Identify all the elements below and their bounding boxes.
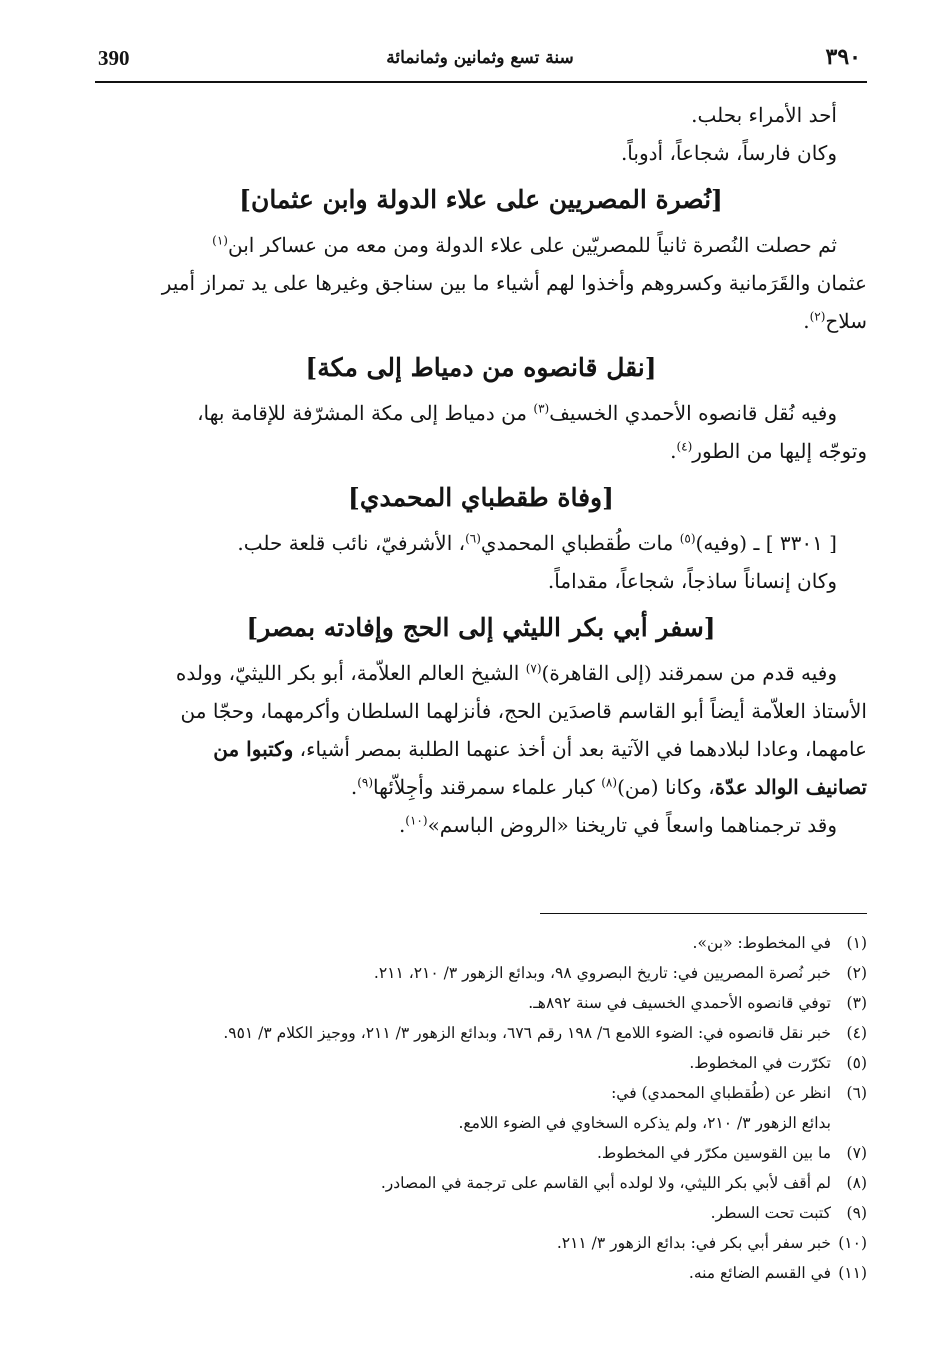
text-line: وفيه نُقل قانصوه الأحمدي الخسيف$^{(٣)}$ من دمياط إلى مكة المشرّفة للإقامة بها،: [197, 401, 837, 425]
footnote: (٨)لم أقف لأبي بكر الليثي، ولا لولده أبي القاسم على ترجمة في المصادر.: [380, 1174, 867, 1192]
footnote-ref: (٧): [525, 661, 542, 676]
footnote-ref: (١): [212, 233, 228, 248]
text-line: وكان إنساناً ساذجاً، شجاعاً، مقداماً.: [547, 569, 837, 593]
section-heading: [وفاة طقطباي المحمدي]: [348, 483, 614, 512]
bold-phrase: وكتبوا من: [213, 737, 294, 761]
footnote-ref: (٥): [679, 531, 696, 546]
section-heading: [سفر أبي بكر الليثي إلى الحج وإفادته بمصر]: [246, 613, 716, 642]
bold-phrase: تصانيف الوالد عدّة: [714, 775, 867, 799]
text-line: سلاح$^{(٢)}$.: [803, 309, 867, 333]
main-text: [95, 96, 867, 844]
running-title: سنة تسع وثمانين وثمانمائة: [386, 48, 574, 68]
page-header: [95, 38, 865, 80]
text-line: الأستاذ العلاّمة أيضاً أبو القاسم قاصدَين الحج، فأنزلهما السلطان وأكرمهما، وحجّا من: [180, 699, 867, 723]
footnote: (٩)كتبت تحت السطر.: [710, 1204, 867, 1222]
footnote-ref: (٢): [809, 309, 826, 324]
footnote-ref: (٨): [601, 775, 618, 790]
footnote: (٥)تكرّرت في المخطوط.: [689, 1054, 867, 1072]
footnote: (٣)توفي قانصوه الأحمدي الخسيف في سنة ٨٩٢هـ.: [528, 994, 867, 1012]
footnote-ref: (٦): [465, 531, 481, 546]
section-heading: [نقل قانصوه من دمياط إلى مكة]: [305, 353, 657, 382]
footnote-ref: (٩): [357, 775, 374, 790]
footnote: (٦)انظر عن (طُقطباي المحمدي) في:: [611, 1084, 867, 1102]
text-line: تصانيف الوالد عدّة، وكانا (من)$^{(٨)}$ كبار علماء سمرقند وأجِلاّئها$^{(٩)}$.: [350, 775, 867, 799]
page-number-arabic: ٣٩٠: [825, 44, 861, 70]
text-line: وقد ترجمناهما واسعاً في تاريخنا «الروض الباسم»$^{(١٠)}$.: [398, 813, 837, 837]
footnote: (١)في المخطوط: «بن».: [692, 934, 867, 952]
text-line: ثم حصلت النُصرة ثانياً للمصريّين على علاء الدولة ومن معه من عساكر ابن$^{(١)}$: [212, 233, 837, 257]
section-heading: [نُصرة المصريين على علاء الدولة وابن عثمان]: [239, 185, 723, 214]
page-number-latin: 390: [98, 46, 130, 70]
footnote-ref: (٤): [676, 439, 693, 454]
text-line: وكان فارساً، شجاعاً، أدوباً.: [620, 141, 837, 165]
footnotes: [95, 928, 867, 1288]
footnote-ref: (٣): [533, 401, 550, 416]
footnote: (٢)خبر نُصرة المصريين في: تاريخ البصروي ٩٨، وبدائع الزهور ٣/ ٢١٠، ٢١١.: [373, 964, 867, 982]
text-line: [ ٣٣٠١ ] ـ (وفيه)$^{(٥)}$ مات طُقطباي المحمدي$^{(٦)}$، الأشرفيّ، نائب قلعة حلب.: [237, 531, 837, 555]
footnote: (١٠)خبر سفر أبي بكر في: بدائع الزهور ٣/ ٢١١.: [556, 1234, 867, 1252]
footnote: (١١)في القسم الضائع منه.: [688, 1264, 867, 1282]
text-line: عثمان والقَرَمانية وكسروهم وأخذوا لهم أشياء ما بين سناجق وغيرها على يد تمراز أمير: [161, 271, 867, 295]
footnote-separator: [540, 913, 867, 914]
footnote: (٤)خبر نقل قانصوه في: الضوء اللامع ٦/ ١٩٨ رقم ٦٧٦، وبدائع الزهور ٣/ ٢١١، ووجيز الكلام ٣/ ٩٥١.: [223, 1024, 867, 1042]
text-line: عامهما، وعادا لبلادهما في الآتية بعد أن أخذ عنهما الطلبة بمصر أشياء، وكتبوا من: [213, 737, 867, 761]
footnote-continuation: بدائع الزهور ٣/ ٢١٠، ولم يذكره السخاوي في الضوء اللامع.: [458, 1114, 831, 1132]
text-line: وتوجّه إليها من الطور$^{(٤)}$.: [670, 439, 867, 463]
text-line: أحد الأمراء بحلب.: [691, 103, 837, 127]
footnote-ref: (١٠): [405, 813, 428, 828]
footnote: (٧)ما بين القوسين مكرّر في المخطوط.: [597, 1144, 867, 1162]
text-line: وفيه قدم من سمرقند (إلى القاهرة)$^{(٧)}$ الشيخ العالم العلاّمة، أبو بكر الليثيّ، وولده: [175, 661, 837, 685]
header-rule: [95, 81, 867, 83]
